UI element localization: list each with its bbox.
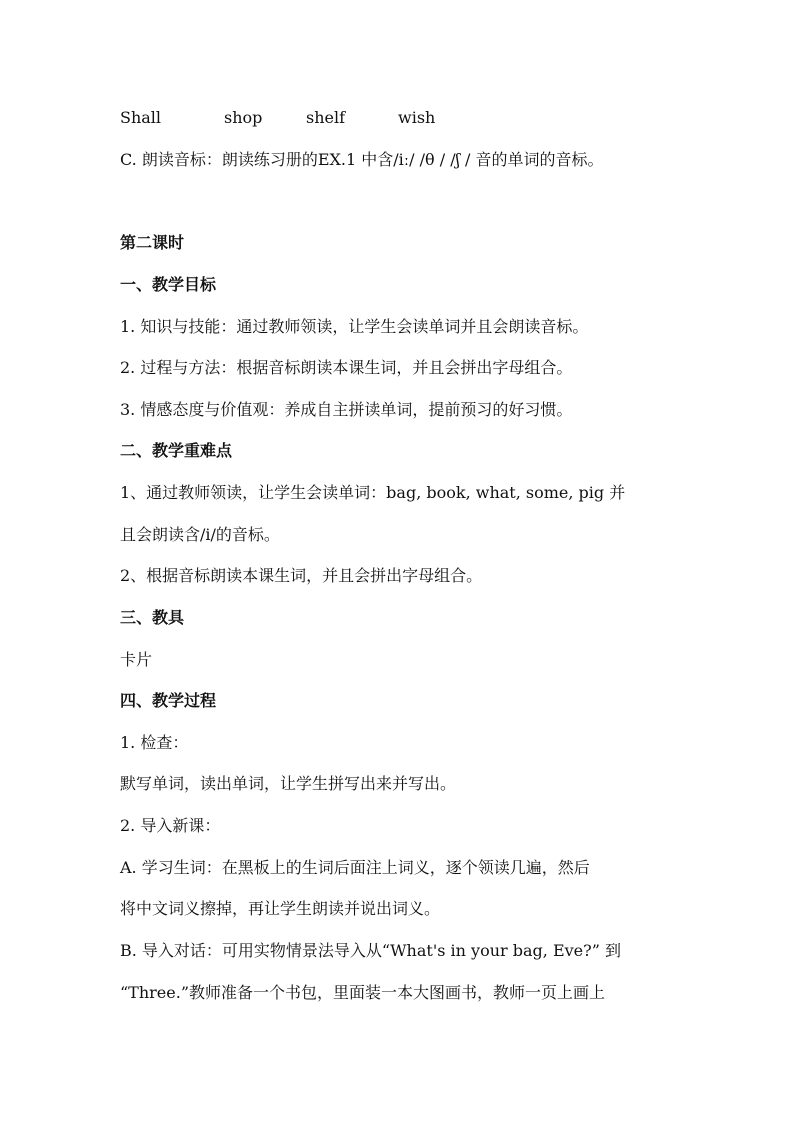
words-row (120, 108, 520, 128)
process-step-2b-line2: “Three.”教师准备一个书包，里面装一本大图画书，教师一页上画上 (120, 983, 606, 1002)
process-step-2b-line1: B. 导入对话：可用实物情景法导入从“What's in your bag, Eve?” 到 (120, 941, 621, 960)
objective-item-3: 3. 情感态度与价值观：养成自主拼读单词，提前预习的好习惯。 (120, 400, 573, 419)
process-step-2a-line1: A. 学习生词：在黑板上的生词后面注上词义，逐个领读几遍，然后 (120, 858, 590, 877)
section-heading-process: 四、教学过程 (120, 691, 217, 710)
teaching-aids-content: 卡片 (120, 650, 153, 669)
word-shop: shop (224, 108, 263, 127)
key-point-1-line1 (120, 483, 675, 503)
key-point-1-line1-text: 1、通过教师领读，让学生会读单词：bag, book, what, some, pig 并 (120, 483, 626, 502)
key-point-2: 2、根据音标朗读本课生词，并且会拼出字母组合。 (120, 566, 483, 585)
section-heading-objectives: 一、教学目标 (120, 275, 217, 294)
section-heading-teaching-aids: 三、教具 (120, 608, 185, 627)
objective-item-2: 2. 过程与方法：根据音标朗读本课生词，并且会拼出字母组合。 (120, 358, 573, 377)
process-step-2-title: 2. 导入新课： (120, 816, 221, 835)
process-step-2a-line2: 将中文词义擦掉，再让学生朗读并说出词义。 (120, 899, 441, 918)
lesson-title: 第二课时 (120, 233, 185, 252)
section-heading-key-points: 二、教学重难点 (120, 441, 233, 460)
word-wish: wish (398, 108, 436, 127)
process-step-1-title: 1. 检查： (120, 733, 189, 752)
word-shelf: shelf (306, 108, 346, 127)
word-shall: Shall (120, 108, 162, 127)
process-step-1-content: 默写单词，读出单词，让学生拼写出来并写出。 (120, 774, 457, 793)
item-c-reading-phonetics: C. 朗读音标：朗读练习册的EX.1 中含/iː/ /θ / /ʃ / 音的单词的音标。 (120, 150, 604, 169)
objective-item-1: 1. 知识与技能：通过教师领读，让学生会读单词并且会朗读音标。 (120, 317, 589, 336)
key-point-1-line2: 且会朗读含/i/的音标。 (120, 525, 280, 544)
